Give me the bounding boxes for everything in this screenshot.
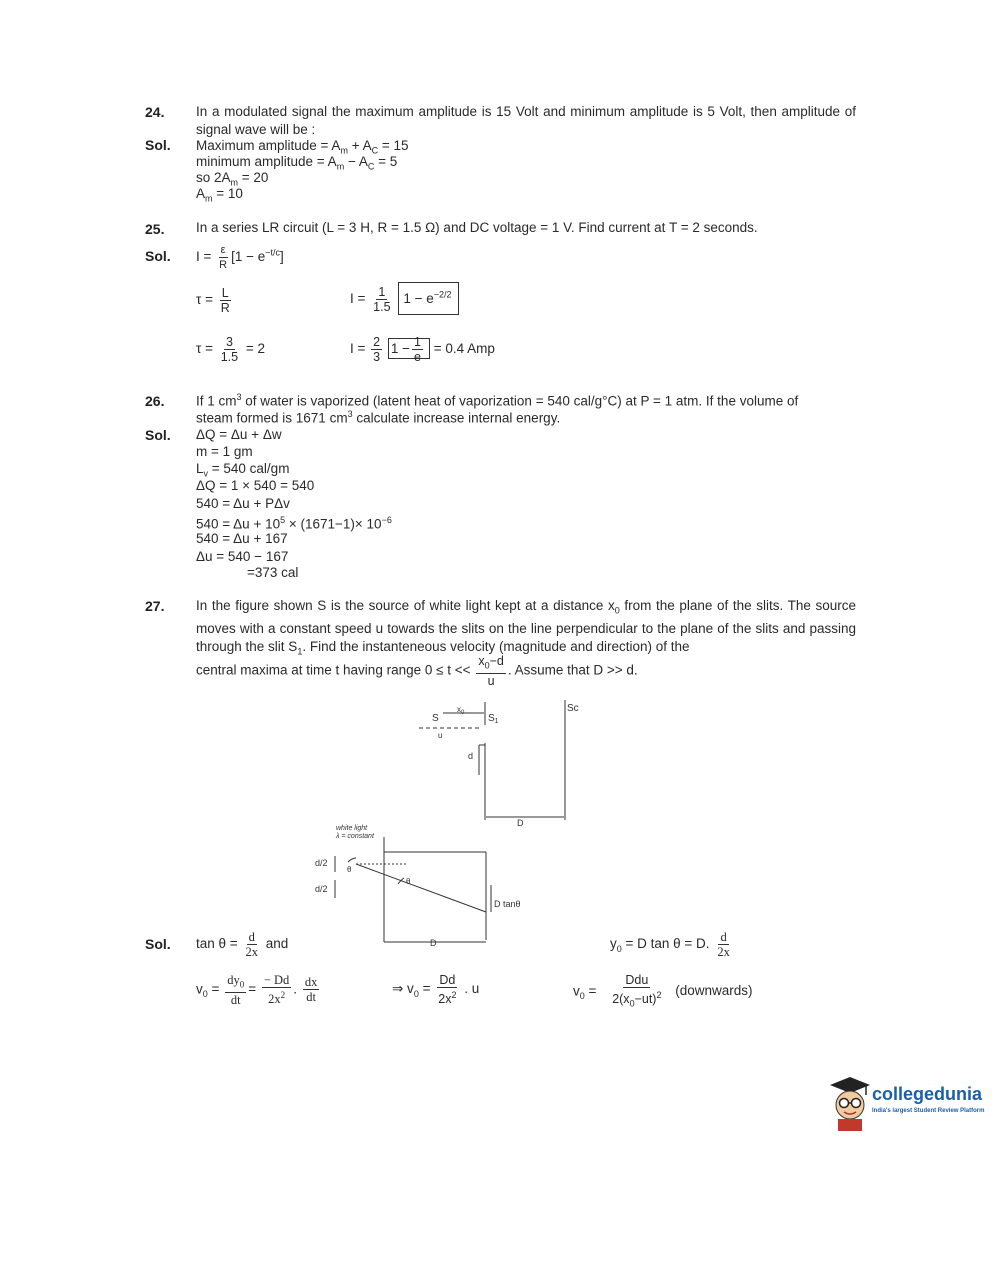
fig-label-Sc: Sc <box>567 703 579 714</box>
q24-sol-label: Sol. <box>145 137 171 153</box>
logo-tagline: India's largest Student Review Platform <box>872 1108 985 1114</box>
q24-line-4: $A_m = 10$ <box>196 186 243 204</box>
q25-current-formula: I = $\frac{\varepsilon}{R}$ $[1 - e^{-t/c}]$ <box>196 244 284 271</box>
q25-number: 25. <box>145 221 165 237</box>
fig-label-d2-upper: d/2 <box>315 858 328 868</box>
q26-sol-label: Sol. <box>145 427 171 443</box>
fig-label-lambda: λ = constant <box>336 833 374 840</box>
q24-question: In a modulated signal the maximum amplitude is 15 Volt and minimum amplitude is 5 Volt, then amplitude of signal wave will be : <box>196 104 856 137</box>
fig-label-D2: D <box>430 938 437 948</box>
figure-source-slits <box>410 695 590 830</box>
q26-question-line-2: steam formed is 1671 $cm^3$ calculate increase internal energy. <box>196 409 561 426</box>
q26-line-3: $L_v = 540$ cal/gm <box>196 461 290 479</box>
fig-label-d: d <box>468 751 474 761</box>
q25-sol-label: Sol. <box>145 248 171 264</box>
fig-label-x0: $x_0$ <box>457 705 465 716</box>
ray-line <box>356 864 486 912</box>
fig-label-u: u <box>438 731 443 740</box>
q24-line-1: Maximum amplitude = $A_m + A_C = 15$ <box>196 138 409 156</box>
figure-geometry <box>310 822 535 950</box>
q27-tan-theta: tan θ = $\frac{d}{2x}$ and <box>196 930 289 959</box>
q26-line-5: 540 = Δu + PΔv <box>196 496 290 511</box>
q26-line-7: 540 = Δu + 167 <box>196 531 288 546</box>
q26-line-2: m = 1 gm <box>196 444 253 459</box>
q25-current-sub: I = $\frac{1}{1.5}$ $1 - e^{-2/2}$ <box>350 285 459 314</box>
q25-question: In a series LR circuit (L = 3 H, R = 1.5 Ω) and DC voltage = 1 V. Find current at T = 2 seconds. <box>196 220 758 235</box>
collegedunia-logo[interactable] <box>826 1075 991 1133</box>
theta-arc-1 <box>348 858 356 862</box>
q27-v0-result: $v_0$ = $\frac{\text{Ddu}}{2(x_0-ut)^2}$ (downwards) <box>573 973 753 1009</box>
q25-tau-value: τ = $\frac{3}{1.5}$ = 2 <box>196 335 266 364</box>
q26-line-9: =373 cal <box>247 565 299 580</box>
q26-line-4: ΔQ = 1 × 540 = 540 <box>196 478 315 493</box>
q26-question-line-1: If 1 $cm^3$ of water is vaporized (latent heat of vaporization = 540 cal/g°C) at P = 1 atm. If the volume of <box>196 392 799 409</box>
q26-number: 26. <box>145 393 165 409</box>
fig-label-D: D <box>517 818 524 828</box>
q25-current-result: I = $\frac{2}{3}$ 1 − $\frac{1}{e}$ = 0.4 Amp <box>350 335 495 364</box>
q24-line-2: minimum amplitude = $A_m - A_C = 5$ <box>196 154 398 172</box>
fig-label-Dtan: D tanθ <box>494 899 521 909</box>
q27-question-line-4: central maxima at time t having range 0 ≤ t << $\frac{x_0-d}{u}$ . Assume that D >> d. <box>196 654 638 688</box>
fig-label-S: S <box>432 713 439 724</box>
mascot-icon <box>826 1075 872 1133</box>
q27-v0-derivative: $v_0$ = $\frac{dy_0}{dt}$ = $\frac{- Dd}{2x^2}$ . $\frac{dx}{dt}$ <box>196 973 318 1007</box>
q27-number: 27. <box>145 598 165 614</box>
fig-label-theta-2: θ <box>406 877 411 886</box>
q27-y0-formula: $y_0 = D$ tan θ = D. $\frac{d}{2x}$ <box>610 930 730 959</box>
q24-line-3: so $2A_m = 20$ <box>196 170 269 188</box>
fig-label-S1: $S_1$ <box>488 713 499 725</box>
q27-sol-label: Sol. <box>145 936 171 952</box>
q24-number: 24. <box>145 104 165 120</box>
logo-wordmark: collegedunia <box>872 1084 983 1104</box>
q26-line-6: $540 = \Delta u + 10^5 \times (1671-1)\times 10^{-6}$ <box>196 515 392 532</box>
q27-question: In the figure shown S is the source of white light kept at a distance $x_0$ from the plane of the slits. The source moves with a constant speed u towards the slits on the line perpendicular to the plane of the slits and passing through the slit $S_1$. Find the instanteneous velocity (magnitude and direction) of the <box>196 598 856 657</box>
fig-label-theta-1: θ <box>347 865 352 874</box>
q26-line-1: ΔQ = Δu + Δw <box>196 427 282 442</box>
q27-v0-implication: ⇒ $v_0$ = $\frac{Dd}{2x^2}$ . u <box>392 973 480 1007</box>
q26-line-8: Δu = 540 − 167 <box>196 549 289 564</box>
fig-label-white-light: white light <box>336 825 368 832</box>
fig-label-d2-lower: d/2 <box>315 884 328 894</box>
q25-tau-formula: τ = $\frac{L}{R}$ <box>196 286 230 315</box>
